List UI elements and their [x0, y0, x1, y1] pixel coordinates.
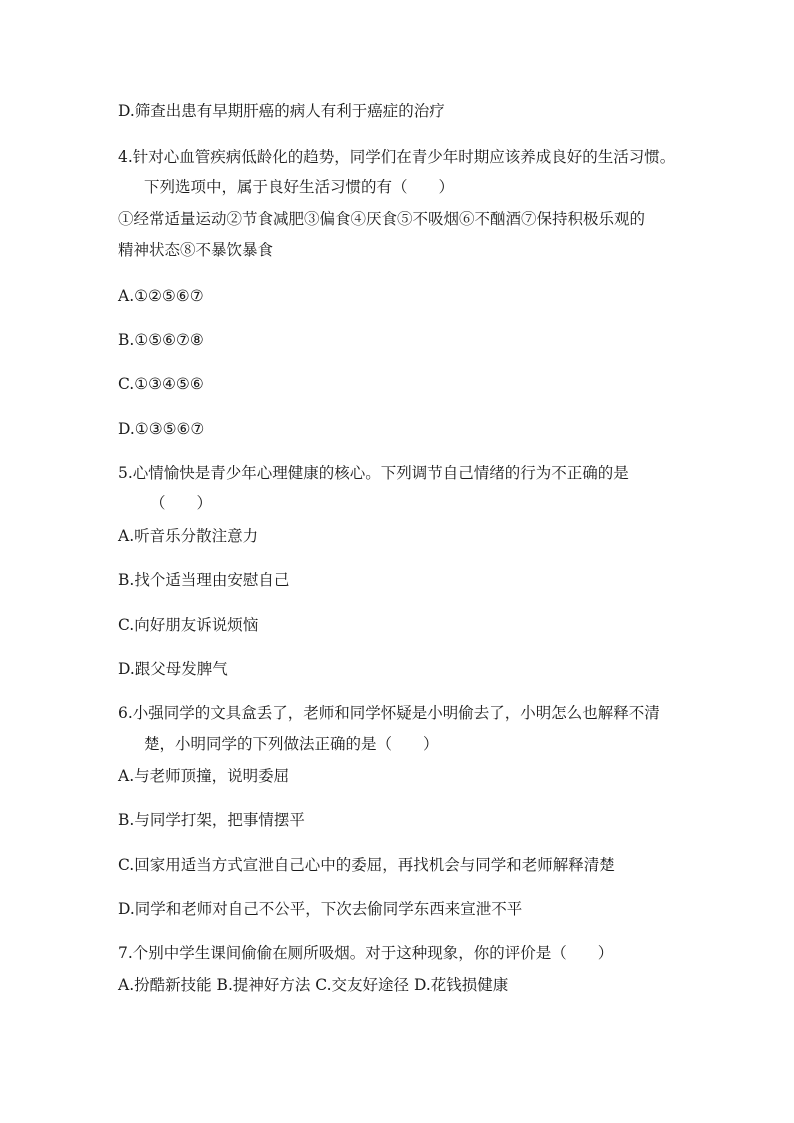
q5-stem-line1: 5.心情愉快是青少年心理健康的核心。下列调节自己情绪的行为不正确的是: [118, 464, 629, 482]
q3-option-d: D.筛查出患有早期肝癌的病人有利于癌症的治疗: [118, 102, 445, 120]
q5-option-b: B.找个适当理由安慰自己: [118, 571, 290, 589]
q6-option-b: B.与同学打架，把事情摆平: [118, 811, 305, 829]
q5-option-a: A.听音乐分散注意力: [118, 527, 259, 545]
q5-option-c: C.向好朋友诉说烦恼: [118, 616, 259, 634]
q4-option-b: B.①⑤⑥⑦⑧: [118, 331, 204, 349]
q4-stem-line2: 下列选项中，属于良好生活习惯的有（ ）: [144, 178, 455, 196]
q4-option-a: A.①②⑤⑥⑦: [118, 287, 204, 305]
q4-option-d: D.①③⑤⑥⑦: [118, 420, 205, 438]
q7-stem: 7.个别中学生课间偷偷在厕所吸烟。对于这种现象，你的评价是（ ）: [118, 944, 614, 962]
q5-option-d: D.跟父母发脾气: [118, 660, 228, 678]
q7-options: A.扮酷新技能 B.提神好方法 C.交友好途径 D.花钱损健康: [118, 976, 509, 994]
q4-items-line2: 精神状态⑧不暴饮暴食: [118, 241, 274, 259]
q6-stem-line2: 楚，小明同学的下列做法正确的是（ ）: [144, 735, 439, 753]
q4-stem-line1: 4.针对心血管疾病低龄化的趋势，同学们在青少年时期应该养成良好的生活习惯。: [118, 148, 676, 166]
q6-option-c: C.回家用适当方式宣泄自己心中的委屈，再找机会与同学和老师解释清楚: [118, 856, 615, 874]
q6-option-d: D.同学和老师对自己不公平，下次去偷同学东西来宣泄不平: [118, 900, 523, 918]
q4-items-line1: ①经常适量运动②节食减肥③偏食④厌食⑤不吸烟⑥不酗酒⑦保持积极乐观的: [118, 210, 646, 228]
q5-stem-line2: （ ）: [150, 494, 213, 512]
q6-stem-line1: 6.小强同学的文具盒丢了，老师和同学怀疑是小明偷去了，小明怎么也解释不清: [118, 704, 660, 722]
q4-option-c: C.①③④⑤⑥: [118, 375, 204, 393]
q6-option-a: A.与老师顶撞，说明委屈: [118, 767, 290, 785]
